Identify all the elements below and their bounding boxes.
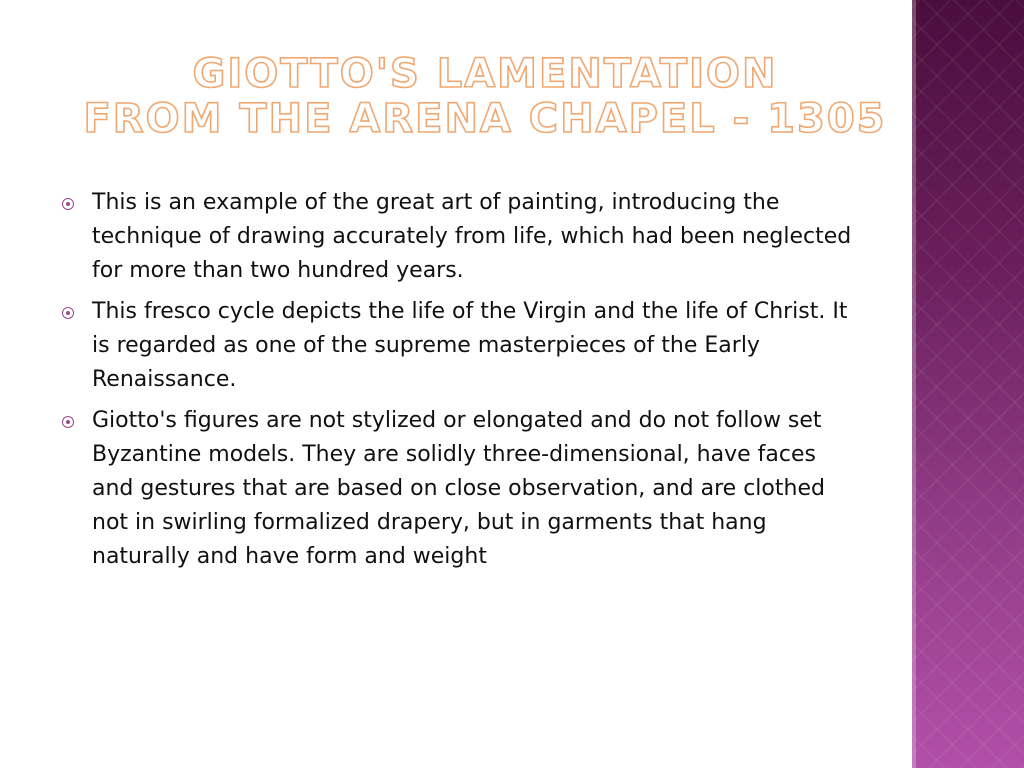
slide-title-line-2: FROM THE ARENA CHAPEL - 1305 [83, 96, 887, 142]
circle-dot-icon [62, 307, 74, 319]
circle-dot-icon [62, 198, 74, 210]
bullet-text: This fresco cycle depicts the life of the Virgin and the life of Christ. It is regarded as one of the supreme masterpieces of the Early Renaissance. [92, 299, 848, 392]
bullet-item [60, 404, 860, 574]
diamond-pattern [912, 0, 1024, 768]
bullet-list [60, 186, 860, 581]
bullet-text: This is an example of the great art of painting, introducing the technique of drawing accurately from life, which had been neglected for more than two hundred years. [92, 190, 852, 283]
side-band-edge [912, 0, 916, 768]
decorative-side-band [912, 0, 1024, 768]
slide-title [60, 52, 910, 142]
bullet-item [60, 295, 860, 397]
circle-dot-icon [62, 416, 74, 428]
bullet-item [60, 186, 860, 288]
slide-title-line-1: GIOTTO'S LAMENTATION [192, 51, 778, 97]
bullet-text: Giotto's figures are not stylized or elongated and do not follow set Byzantine models. They are solidly three-dimensional, have faces and gestures that are based on close observation, and are clothed not in swirling formalized drapery, but in garments that hang naturally and have form and weight [92, 408, 825, 569]
